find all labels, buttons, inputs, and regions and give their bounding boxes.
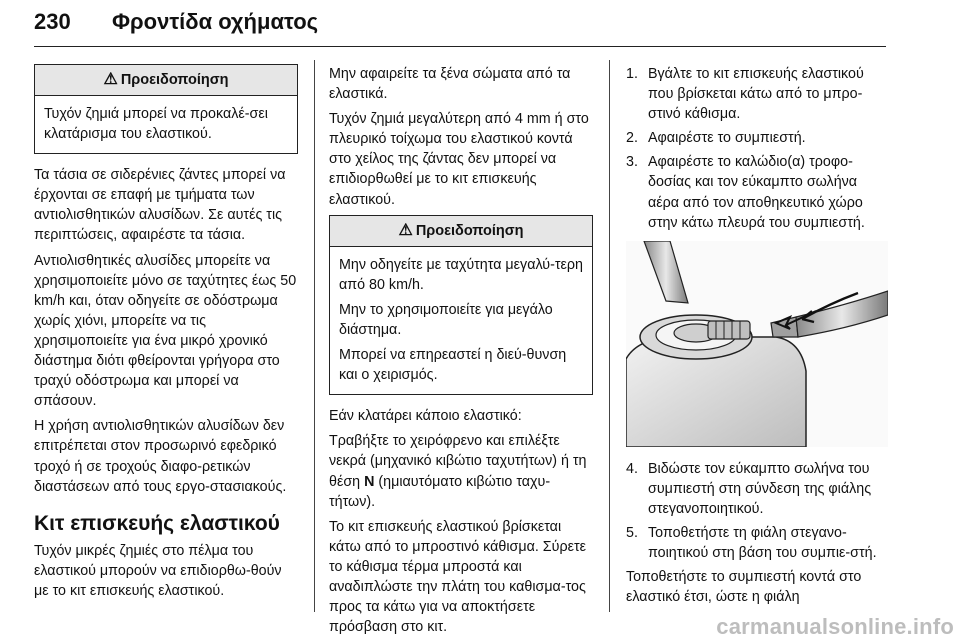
warning-triangle-icon: ⚠ (103, 71, 118, 88)
section-heading: Κιτ επισκευής ελαστικού (34, 511, 280, 535)
compressor-hose-illustration (626, 241, 888, 447)
warning-box (329, 215, 593, 396)
step-item: 2. Αφαιρέστε το συμπιεστή. (626, 130, 806, 147)
page-title: Φροντίδα οχήματος (112, 9, 319, 34)
warning-text: Μην οδηγείτε με ταχύτητα μεγαλύ-τερη από 80 km/h. (339, 256, 583, 293)
column-divider (609, 60, 610, 612)
column-divider (314, 60, 315, 612)
watermark: carmanualsonline.info (716, 614, 954, 639)
paragraph: Μην αφαιρείτε τα ξένα σώματα από τα ελαστικά. (329, 66, 571, 103)
paragraph: Τυχόν ζημιά μεγαλύτερη από 4 mm ή στο πλευρικό τοίχωμα του ελαστικού κοντά στο χείλος της ζάντας δεν μπορεί να επιδιορθωθεί με το κιτ επισκευής ελαστικού. (329, 111, 589, 208)
page-number: 230 (34, 9, 71, 34)
paragraph: Τοποθετήστε το συμπιεστή κοντά στο ελαστικό έτσι, ώστε η φιάλη (626, 569, 862, 606)
paragraph: Η χρήση αντιολισθητικών αλυσίδων δεν επιτρέπεται στον προσωρινό εφεδρικό τροχό ή σε τροχούς διαφο-ρετικών διαστάσεων από τους εργο-στασιακούς. (34, 418, 287, 495)
warning-heading: ⚠ Προειδοποίηση (35, 65, 297, 96)
warning-text: Τυχόν ζημιά μπορεί να προκαλέ-σει κλατάρισμα του ελαστικού. (44, 106, 268, 143)
step-item: 3. Αφαιρέστε το καλώδιο(α) τροφο-δοσίας και τον εύκαμπτο σωλήνα αέρα από τον αποθηκευτικό χώρο στην κάτω πλευρά του συμπιεστή. (626, 154, 865, 231)
paragraph: Τα τάσια σε σιδερένιες ζάντες μπορεί να έρχονται σε επαφή με τμήματα των αντιολισθητικών αλυσίδων. Σε αυτές τις περιπτώσεις, αφαιρέστε τα τάσια. (34, 167, 286, 244)
step-item: 5. Τοποθετήστε τη φιάλη στεγανο-ποιητικού στη βάση του συμπιε-στή. (626, 525, 877, 562)
column-1 (34, 64, 298, 606)
paragraph: Τυχόν μικρές ζημιές στο πέλμα του ελαστικού μπορούν να επιδιορθω-θούν με το κιτ επισκευής ελαστικού. (34, 542, 282, 599)
paragraph: Το κιτ επισκευής ελαστικού βρίσκεται κάτω από το μπροστινό κάθισμα. Σύρετε το κάθισμα τέρμα μπροστά και αναδιπλώστε την πλάτη του καθισμα-τος προς τα κάτω για να αποκτήσετε πρόσβαση στο κιτ. (329, 518, 586, 636)
warning-box (34, 64, 298, 154)
step-item: 1. Βγάλτε το κιτ επισκευής ελαστικού που βρίσκεται κάτω από το μπρο-στινό κάθισμα. (626, 66, 864, 123)
column-2 (329, 64, 593, 642)
paragraph: Τραβήξτε το χειρόφρενο και επιλέξτε νεκρά (μηχανικό κιβώτιο ταχυτήτων) ή τη θέση N (ημιαυτόματο κιβώτιο ταχυ-τήτων). (329, 433, 587, 510)
paragraph: Αντιολισθητικές αλυσίδες μπορείτε να χρησιμοποιείτε μόνο σε ταχύτητες έως 50 km/h και, όταν οδηγείτε σε οδόστρωμα χωρίς χιόνι, μπορείτε να τις χρησιμοποιείτε για ένα μικρό χρονικό διάστημα διότι φθείρονται γρήγορα στο τραχύ οδόστρωμα και μπορεί να σπάσουν. (34, 252, 297, 410)
paragraph: Εάν κλατάρει κάποιο ελαστικό: (329, 408, 522, 425)
warning-triangle-icon: ⚠ (398, 221, 413, 239)
warning-heading: ⚠ Προειδοποίηση (330, 216, 592, 247)
column-3 (626, 64, 888, 612)
warning-text: Μπορεί να επηρεαστεί η διεύ-θυνση και ο χειρισμός. (339, 347, 567, 384)
page-header (34, 6, 886, 47)
warning-text: Μην το χρησιμοποιείτε για μεγάλο διάστημα. (339, 301, 553, 338)
gear-position-n: N (364, 473, 375, 490)
step-item: 4. Βιδώστε τον εύκαμπτο σωλήνα του συμπιεστή στη σύνδεση της φιάλης στεγανοποιητικού. (626, 460, 872, 517)
